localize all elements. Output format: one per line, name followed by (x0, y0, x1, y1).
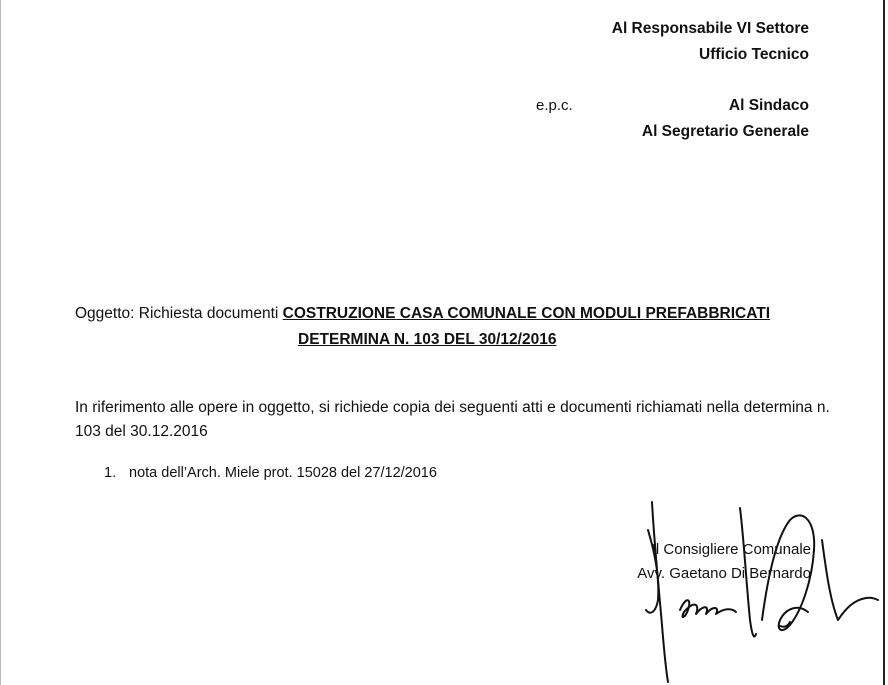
subject-line-1 (75, 305, 770, 323)
subject-line-2 (298, 331, 556, 349)
recipient-line-4: Al Segretario Generale (641, 123, 809, 140)
recipient-line-3: Al Sindaco (728, 97, 809, 114)
list-item-number: 1. (104, 465, 117, 481)
signoff-role: Il Consigliere Comunale (651, 541, 811, 558)
handwritten-signature (640, 500, 880, 685)
list-item-text: nota dell’Arch. Miele prot. 15028 del 27/12/2016 (129, 465, 437, 481)
subject-label: Oggetto: Richiesta documenti (75, 305, 279, 322)
page-edge-left (0, 0, 1, 685)
signoff-name: Avv. Gaetano Di Bernardo (637, 565, 811, 582)
subject-title-line-2: DETERMINA N. 103 DEL 30/12/2016 (298, 331, 557, 348)
subject-title-line-1: COSTRUZIONE CASA COMUNALE CON MODULI PREFABBRICATI (282, 305, 771, 322)
body-paragraph: In riferimento alle opere in oggetto, si richiede copia dei seguenti atti e documenti richiamati nella determina n. 103 del 30.12.2016 (75, 399, 830, 440)
recipient-line-1: Al Responsabile VI Settore (611, 20, 809, 37)
page-edge-right (883, 0, 885, 685)
list-item (104, 465, 437, 481)
recipient-line-2: Ufficio Tecnico (699, 46, 809, 63)
epc-label: e.p.c. (536, 97, 573, 114)
